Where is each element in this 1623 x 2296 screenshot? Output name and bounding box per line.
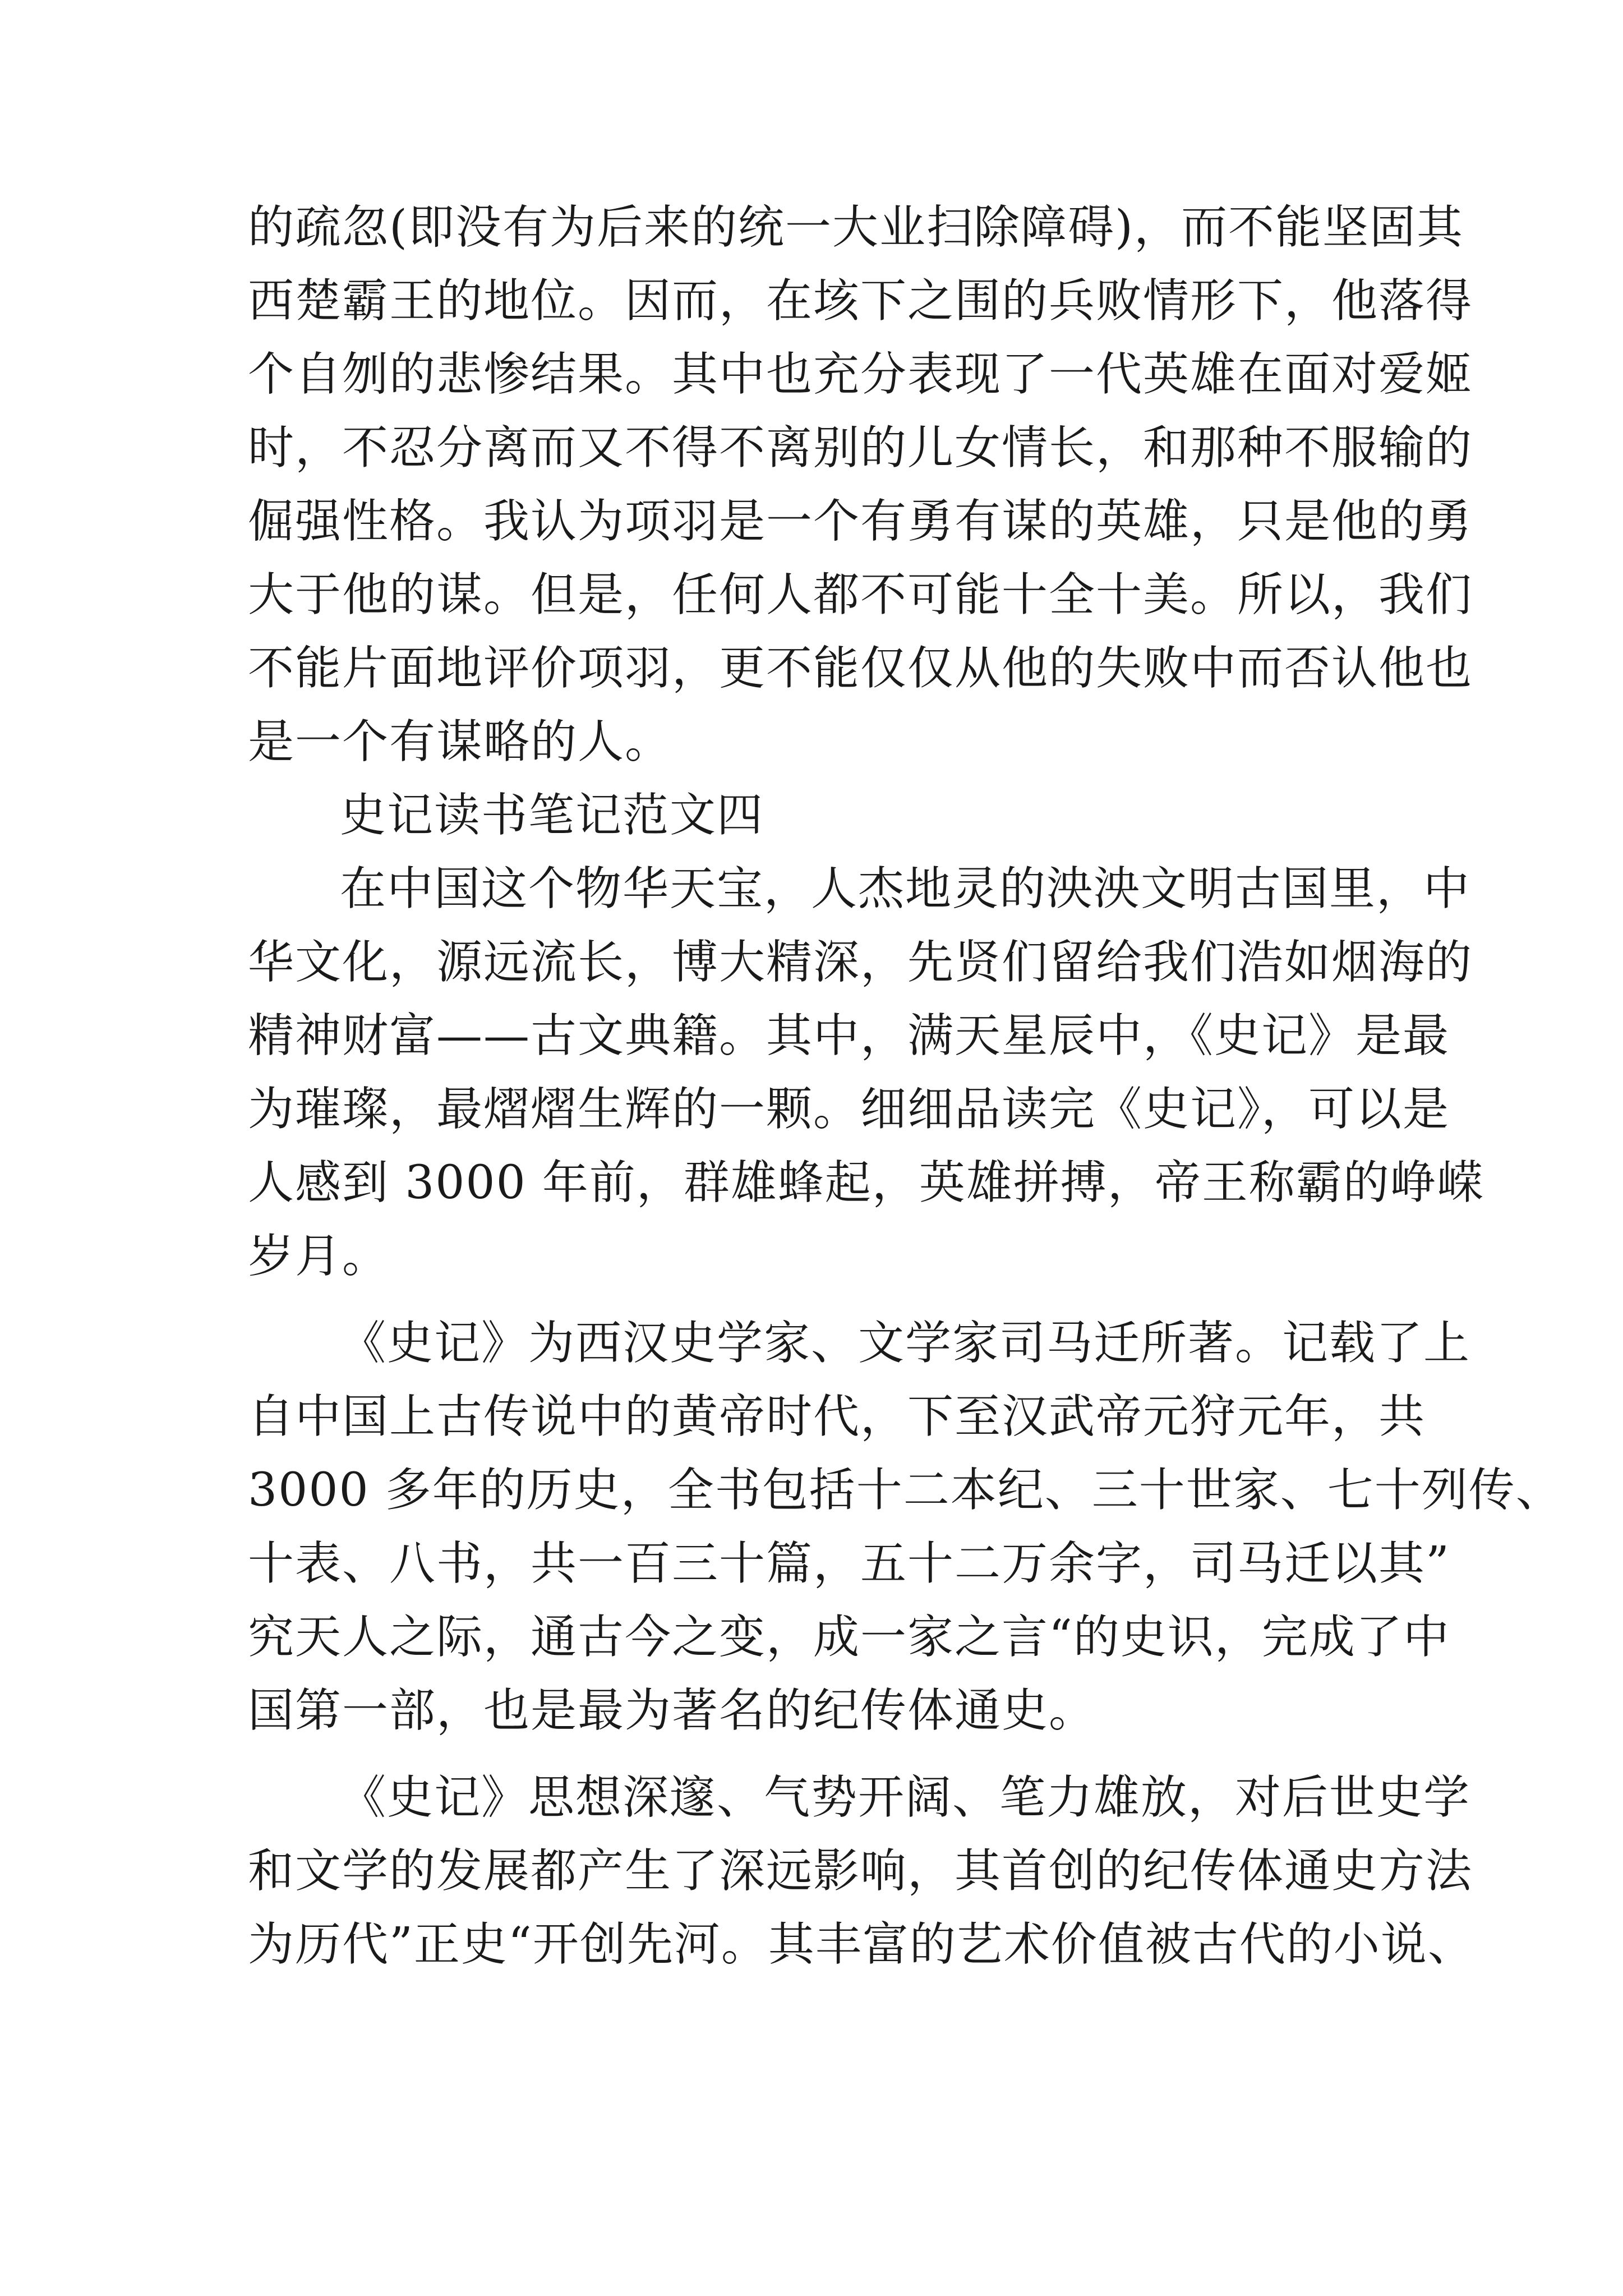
- paragraph-line: 为历代”正史“开创先河。其丰富的艺术价值被古代的小说、: [248, 1918, 1475, 1971]
- paragraph-line: 《史记》思想深邃、气势开阔、笔力雄放，对后世史学: [340, 1771, 1471, 1824]
- paragraph-line: 岁月。: [248, 1230, 390, 1283]
- section-heading: 史记读书笔记范文四: [340, 789, 764, 842]
- paragraph-line: 自中国上古传说中的黄帝时代，下至汉武帝元狩元年，共: [248, 1390, 1426, 1443]
- paragraph-line: 不能片面地评价项羽，更不能仅仅从他的失败中而否认他也: [248, 642, 1473, 695]
- paragraph-line: 西楚霸王的地位。因而，在垓下之围的兵败情形下，他落得: [248, 274, 1473, 328]
- paragraph-line: 个自刎的悲惨结果。其中也充分表现了一代英雄在面对爱姬: [248, 348, 1473, 401]
- paragraph-line: 的疏忽(即没有为后来的统一大业扫除障碍)，而不能坚固其: [248, 201, 1464, 254]
- paragraph-line: 在中国这个物华天宝，人杰地灵的泱泱文明古国里，中: [340, 862, 1471, 915]
- paragraph-line: 是一个有谋略的人。: [248, 715, 672, 769]
- paragraph-line: 3000 多年的历史，全书包括十二本纪、三十世家、七十列传、: [248, 1464, 1563, 1517]
- document-body: [248, 191, 1563, 1981]
- paragraph-line: 人感到 3000 年前，群雄蜂起，英雄拼搏，帝王称霸的峥嵘: [248, 1156, 1484, 1209]
- paragraph-line: 为璀璨，最熠熠生辉的一颗。细细品读完《史记》，可以是: [248, 1083, 1450, 1136]
- paragraph-line: 倔强性格。我认为项羽是一个有勇有谋的英雄，只是他的勇: [248, 495, 1473, 548]
- paragraph-line: 和文学的发展都产生了深远影响，其首创的纪传体通史方法: [248, 1844, 1473, 1898]
- paragraph-line: 精神财富——古文典籍。其中，满天星辰中，《史记》是最: [248, 1009, 1450, 1062]
- paragraph-line: 十表、八书，共一百三十篇，五十二万余字，司马迁以其”: [248, 1537, 1450, 1590]
- paragraph-line: 国第一部，也是最为著名的纪传体通史。: [248, 1684, 1096, 1737]
- paragraph-line: 究天人之际，通古今之变，成一家之言“的史识，完成了中: [248, 1611, 1450, 1664]
- paragraph-line: 时，不忍分离而又不得不离别的儿女情长，和那种不服输的: [248, 421, 1473, 475]
- paragraph-line: 大于他的谋。但是，任何人都不可能十全十美。所以，我们: [248, 568, 1473, 622]
- paragraph-line: 《史记》为西汉史学家、文学家司马迁所著。记载了上: [340, 1317, 1471, 1370]
- paragraph-line: 华文化，源远流长，博大精深，先贤们留给我们浩如烟海的: [248, 936, 1473, 989]
